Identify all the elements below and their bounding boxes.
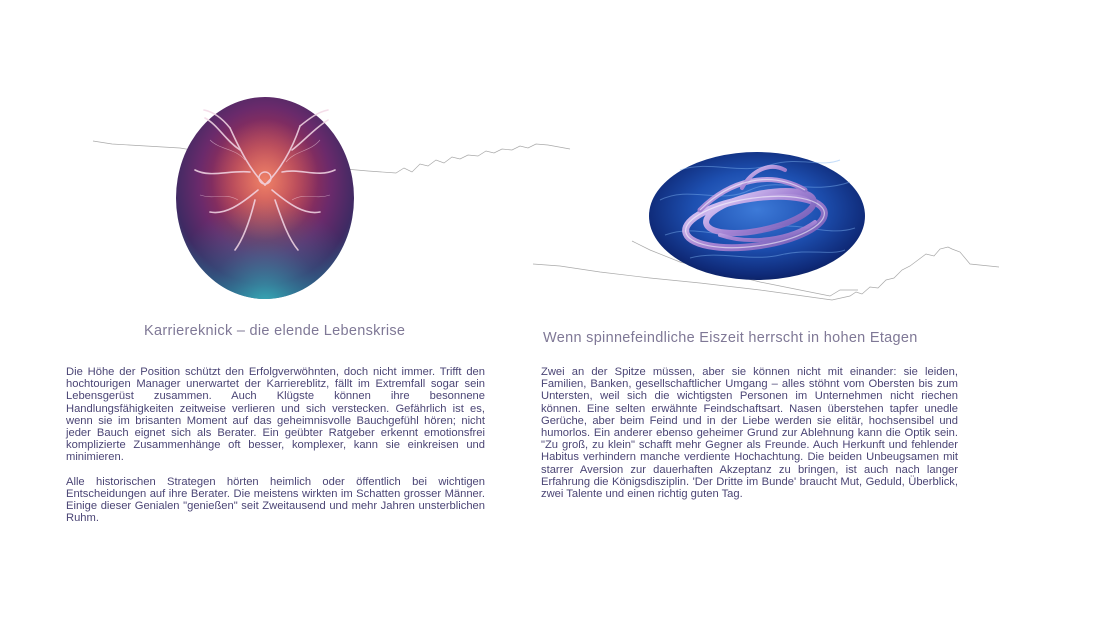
left-paragraph: Die Höhe der Position schützt den Erfolgverwöhnten, doch nicht immer. Trifft den hochtourigen Manager unerwartet der Karriereblitz, fällt im Extremfall sogar sein Lebensgerüst zusammen. Auch Klügste können ihre besonnene Handlungsfähigkeiten zeitweise verlieren und sich verstecken. Gefährlich ist es, wenn sie im brisanten Moment auf das geheimnisvolle Bauchgefühl hören; nicht jeder Bauch eignet sich als Berater. Ein geübter Ratgeber erkennt emotionsfrei komplizierte Zusammenhänge oft besser, komplexer, kann sie einkreisen und minimieren. [66, 366, 485, 464]
brain-sphere-image [176, 89, 354, 299]
right-paragraph: Zwei an der Spitze müssen, aber sie können nicht mit einander: sie leiden, Familien, Banken, gesellschaftlicher Umgang – alles stöhnt vom Obersten bis zum Untersten, weil sich die wichtigsten Personen im Unternehmen nicht riechen können. Eine selten erwähnte Feindschaftsart. Nasen überstehen tapfer unedle Gerüche, aber beim Feind und in der Liebe werden sie elitär, hochsensibel und humorlos. Ein anderer ebenso geheimer Grund zur Ablehnung kann die Optik sein. "Zu groß, zu klein" schafft mehr Gegner als Freunde. Auch Herkunft und fehlender Habitus verhindern manche verdiente Hochachtung. Die beiden Unbeugsamen mit starrer Aversion zur dauerhaften Akzeptanz zu bringen, ist auch nach langer Erfahrung die Königsdisziplin. 'Der Dritte im Bunde' braucht Mut, Geduld, Überblick, zwei Talente und einen richtig guten Tag. [541, 366, 958, 501]
water-ellipse-image [649, 152, 865, 280]
right-article-title: Wenn spinnefeindliche Eiszeit herrscht in hohen Etagen [543, 330, 918, 346]
left-paragraph: Alle historischen Strategen hörten heimlich oder öffentlich bei wichtigen Entscheidungen auf ihre Berater. Die meistens wirkten im Schatten grosser Männer. Einige dieser Genialen "genießen" seit Zweitausend und mehr Jahren unsterblichen Ruhm. [66, 475, 485, 525]
left-article-title: Karriereknick – die elende Lebenskrise [144, 323, 406, 339]
left-article-body [66, 366, 485, 536]
right-article-body [541, 366, 958, 512]
